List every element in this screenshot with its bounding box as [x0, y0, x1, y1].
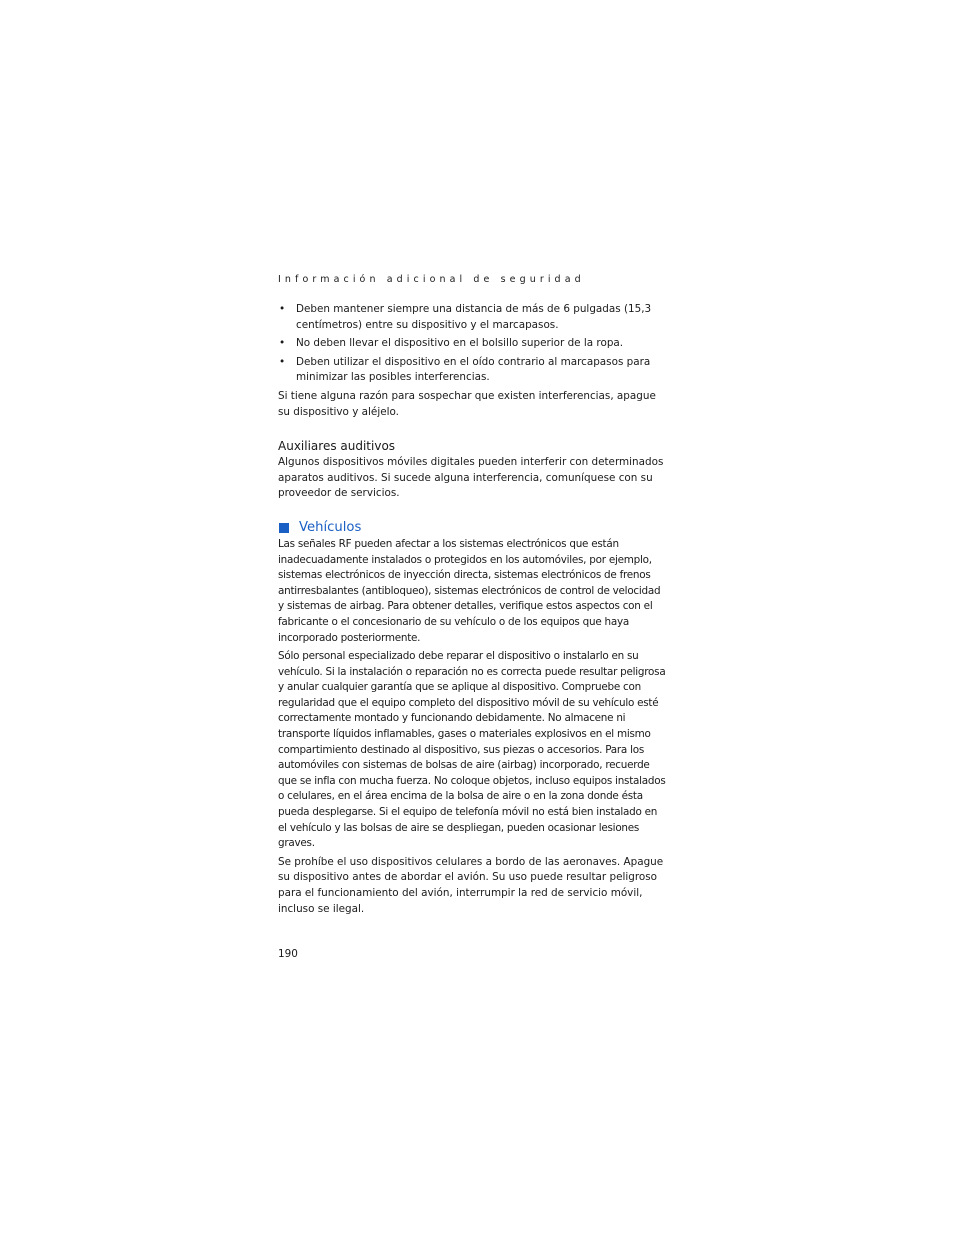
bullet-icon: • [279, 303, 286, 315]
vehicles-paragraph-aircraft: Se prohíbe el uso dispositivos celulares a bordo de las aeronaves. Apague su dispositivo antes de abordar el avión. Su uso puede resultar peligroso para el funcionamiento del avión, interrumpir la red de servicio móvil, incluso se ilegal. [278, 855, 664, 915]
hearing-aids-heading: Auxiliares auditivos [278, 439, 396, 454]
vehicles-heading-text: Vehículos [299, 519, 362, 535]
bullet-icon: • [279, 355, 286, 368]
vehicles-paragraph-installation: Sólo personal especializado debe reparar el dispositivo o instalarlo en su vehículo. Si la instalación o reparación no es correcta puede resultar peligrosa y anular cualquier garantía que se aplique al dispositivo. Compruebe con regularidad que el equipo completo del dispositivo móvil de su vehículo esté correctamente montado y funcionando debidamente. No almacene ni transporte líquidos inflamables, gases o materiales explosivos en el mismo compartimiento destinado al dispositivo, sus piezas o accesorios. Para los automóviles con sistemas de bolsas de aire (airbag) incorporado, recuerde que se infla con mucha fuerza. No coloque objetos, incluso equipos instalados o celulares, en el área encima de la bolsa de aire o en la zona donde ésta pueda desplegarse. Si el equipo de telefonía móvil no está bien instalado en el vehículo y las bolsas de aire se despliegan, pueden ocasionar lesiones graves. [278, 650, 666, 850]
bullet-text: No deben llevar el dispositivo en el bolsillo superior de la ropa. [296, 337, 624, 350]
vehicles-paragraph-rf: Las señales RF pueden afectar a los sistemas electrónicos que están inadecuadamente instalados o protegidos en los automóviles, por ejemplo, sistemas electrónicos de inyección directa, sistemas electrónicos de frenos antirresbalantes (antibloqueo), sistemas electrónicos de control de velocidad y sistemas de airbag. Para obtener detalles, verifique estos aspectos con el fabricante o el concesionario de su vehículo o de los equipos que haya incorporado posteriormente. [278, 537, 661, 644]
vehicles-heading [278, 519, 668, 537]
interference-paragraph: Si tiene alguna razón para sospechar que existen interferencias, apague su dispositivo y aléjelo. [278, 389, 656, 418]
hearing-aids-paragraph: Algunos dispositivos móviles digitales pueden interferir con determinados aparatos auditivos. Si sucede alguna interferencia, comuníquese con su proveedor de servicios. [278, 456, 664, 500]
square-bullet-icon [279, 523, 289, 533]
bullet-icon: • [279, 337, 286, 350]
page-content [278, 272, 668, 920]
bullet-text: Deben mantener siempre una distancia de más de 6 pulgadas (15,3 centímetros) entre su dispositivo y el marcapasos. [296, 303, 652, 331]
bullet-item [278, 355, 668, 386]
bullet-item [278, 336, 668, 352]
bullet-text: Deben utilizar el dispositivo en el oído contrario al marcapasos para minimizar las posibles interferencias. [296, 355, 651, 384]
page-number: 190 [278, 948, 298, 960]
running-header: Información adicional de seguridad [278, 274, 585, 285]
pacemaker-bullet-list [278, 302, 668, 386]
bullet-item [278, 302, 668, 333]
